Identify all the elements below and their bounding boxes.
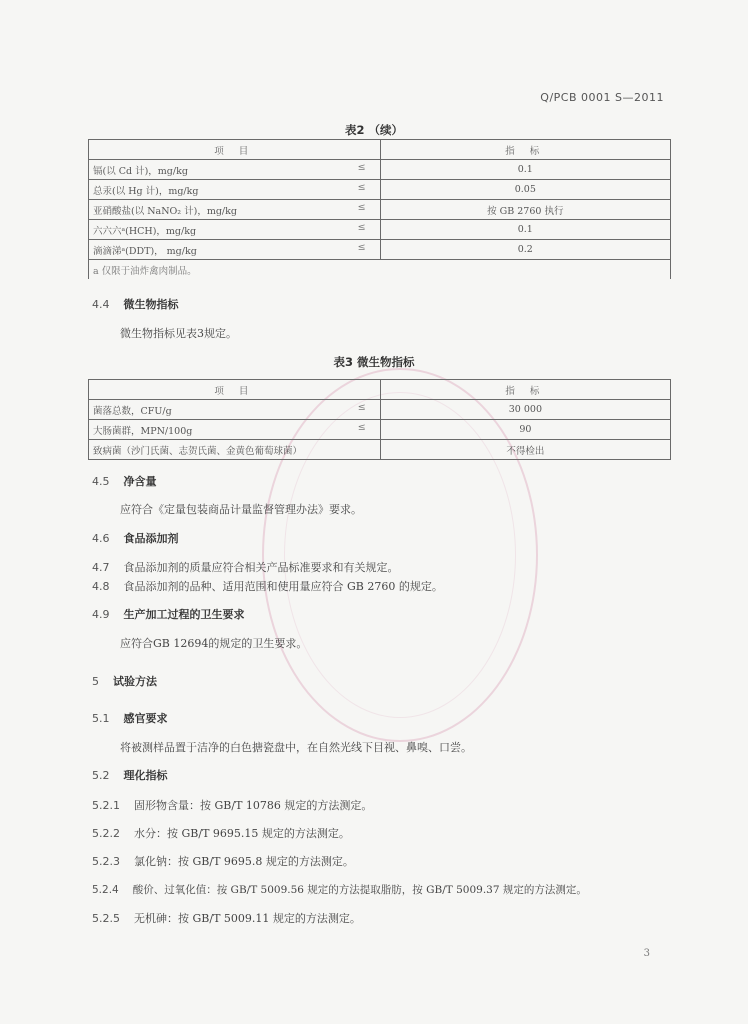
section-5-2-3-text (92, 853, 354, 869)
section-5-heading (92, 673, 157, 689)
row-name: 大肠菌群，MPN/100g (93, 425, 193, 437)
row-comparator: ≤ (357, 422, 366, 433)
section-number: 5.1 (92, 712, 110, 725)
section-4-9-text: 应符合GB 12694的规定的卫生要求。 (120, 637, 308, 650)
row-name: 亚硝酸盐(以 NaNO₂ 计)，mg/kg (93, 205, 237, 217)
row-value: 30 000 (380, 400, 670, 420)
section-title: 理化指标 (123, 769, 168, 782)
table3 (88, 379, 671, 460)
table2-header-row (89, 140, 671, 160)
section-number: 5.2.5 (92, 912, 120, 925)
section-number: 4.9 (92, 608, 110, 621)
document-code: Q/PCB 0001 S—2011 (540, 91, 664, 104)
section-5-2-2-text (92, 825, 350, 841)
table-row (89, 420, 671, 440)
row-name: 镉(以 Cd 计)，mg/kg (93, 165, 188, 177)
section-number: 5.2.1 (92, 799, 120, 812)
section-title: 净含量 (123, 475, 157, 488)
table-row (89, 400, 671, 420)
section-number: 4.8 (92, 580, 110, 593)
section-number: 4.7 (92, 561, 110, 574)
section-5-2-5-text (92, 910, 361, 926)
section-text: 水分：按 GB/T 9695.15 规定的方法测定。 (134, 827, 350, 840)
section-5-2-heading (92, 767, 168, 783)
row-value: 0.1 (380, 160, 670, 180)
section-number: 4.5 (92, 475, 110, 488)
section-5-1-heading (92, 710, 168, 726)
table-row (89, 240, 671, 260)
row-name: 总汞(以 Hg 计)，mg/kg (93, 185, 199, 197)
row-comparator: ≤ (357, 242, 366, 253)
row-name: 六六六ᵃ(HCH)，mg/kg (93, 225, 197, 237)
section-number: 5.2.2 (92, 827, 120, 840)
section-4-8-text (92, 578, 443, 594)
section-number: 5.2.4 (92, 884, 119, 896)
table2-title: 表2 （续） (344, 123, 403, 137)
row-value: 0.05 (380, 180, 670, 200)
table-row (89, 200, 671, 220)
row-value: 按 GB 2760 执行 (380, 200, 670, 220)
section-4-4-text: 微生物指标见表3规定。 (120, 327, 237, 340)
row-name: 菌落总数，CFU/g (93, 405, 172, 417)
table2-note-row (89, 260, 671, 280)
table-row (89, 440, 671, 460)
section-4-5-text: 应符合《定量包装商品计量监督管理办法》要求。 (120, 503, 362, 516)
row-value: 90 (380, 420, 670, 440)
section-title: 感官要求 (123, 712, 168, 725)
section-number: 5.2 (92, 769, 110, 782)
table3-title: 表3 微生物指标 (333, 355, 415, 369)
section-number: 5 (92, 675, 99, 688)
section-4-6-heading (92, 530, 179, 546)
section-number: 4.4 (92, 298, 110, 311)
section-5-2-4-text (92, 882, 587, 897)
section-4-5-heading (92, 473, 157, 489)
section-text: 固形物含量：按 GB/T 10786 规定的方法测定。 (134, 799, 373, 812)
section-title: 试验方法 (113, 675, 157, 688)
row-comparator: ≤ (357, 202, 366, 213)
section-number: 5.2.3 (92, 855, 120, 868)
table-row (89, 180, 671, 200)
table3-header-row (89, 380, 671, 400)
section-5-1-text: 将被测样品置于洁净的白色搪瓷盘中，在自然光线下目视、鼻嗅、口尝。 (120, 741, 472, 754)
row-name: 致病菌（沙门氏菌、志贺氏菌、金黄色葡萄球菌） (93, 445, 303, 457)
section-text: 酸价、过氧化值：按 GB/T 5009.56 规定的方法提取脂肪，按 GB/T 5009.37 规定的方法测定。 (132, 884, 587, 896)
table-row (89, 160, 671, 180)
section-text: 食品添加剂的质量应符合相关产品标准要求和有关规定。 (123, 561, 399, 574)
section-title: 生产加工过程的卫生要求 (123, 608, 245, 621)
section-4-4-heading (92, 296, 179, 312)
section-4-7-text (92, 559, 399, 575)
row-comparator: ≤ (357, 162, 366, 173)
table2 (88, 139, 671, 279)
row-comparator: ≤ (357, 222, 366, 233)
section-text: 氯化钠：按 GB/T 9695.8 规定的方法测定。 (134, 855, 354, 868)
table3-header-index: 指 标 (380, 380, 670, 400)
row-value: 0.1 (380, 220, 670, 240)
row-value: 不得检出 (380, 440, 670, 460)
table3-header-item: 项 目 (89, 380, 381, 400)
table2-header-index: 指 标 (380, 140, 670, 160)
table2-footnote: a 仅限于油炸禽肉制品。 (89, 260, 671, 280)
table-row (89, 220, 671, 240)
row-name: 滴滴涕ᵃ(DDT)， mg/kg (93, 245, 197, 257)
section-5-2-1-text (92, 797, 372, 813)
table2-header-item: 项 目 (89, 140, 381, 160)
section-text: 食品添加剂的品种、适用范围和使用量应符合 GB 2760 的规定。 (123, 580, 443, 593)
page-number: 3 (643, 948, 650, 959)
section-4-9-heading (92, 606, 245, 622)
row-comparator: ≤ (357, 402, 366, 413)
section-text: 无机砷：按 GB/T 5009.11 规定的方法测定。 (134, 912, 361, 925)
section-title: 微生物指标 (123, 298, 179, 311)
section-title: 食品添加剂 (123, 532, 179, 545)
section-number: 4.6 (92, 532, 110, 545)
row-value: 0.2 (380, 240, 670, 260)
row-comparator: ≤ (357, 182, 366, 193)
